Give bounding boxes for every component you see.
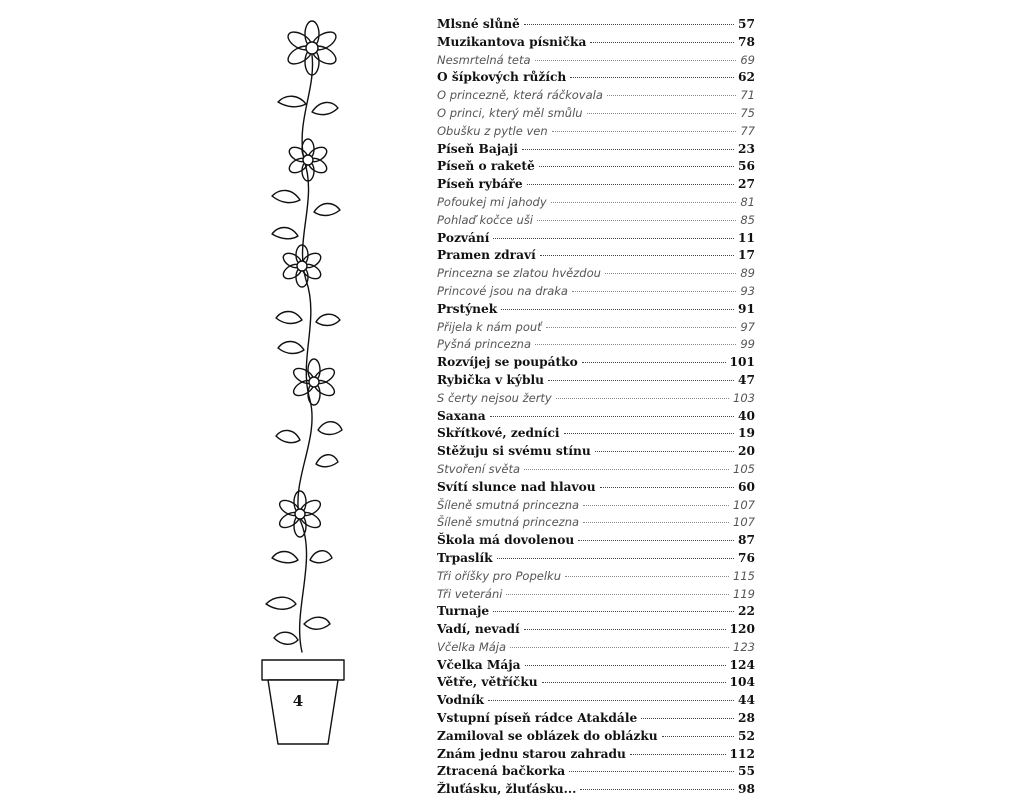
- toc-entry-title: Rybička v kýblu: [437, 372, 545, 387]
- toc-entry-title: Žluťásku, žluťásku...: [437, 782, 577, 797]
- pot-rim: [262, 660, 344, 680]
- toc-entry: [437, 425, 755, 443]
- dot-leader: [524, 24, 734, 25]
- dot-leader: [539, 166, 734, 167]
- toc-entry-page: 78: [738, 34, 755, 49]
- dot-leader: [497, 558, 734, 559]
- toc-entry-title: Tři oříšky pro Popelku: [437, 568, 561, 583]
- leaf-left: [272, 190, 300, 202]
- toc-entry-page: 81: [740, 194, 755, 209]
- dot-leader: [662, 736, 734, 737]
- toc-entry-title: Stvoření světa: [437, 461, 521, 476]
- toc-entry-page: 77: [740, 123, 755, 138]
- toc-entry: [437, 105, 755, 123]
- dot-leader: [551, 202, 737, 203]
- toc-entry: [437, 479, 755, 497]
- toc-entry-page: 52: [738, 728, 755, 743]
- toc-entry-page: 44: [738, 693, 755, 708]
- toc-entry-title: Pyšná princezna: [437, 337, 532, 352]
- toc-entry-title: Šíleně smutná princezna: [437, 515, 580, 530]
- leaf-left: [272, 228, 298, 239]
- toc-entry-title: Pramen zdraví: [437, 248, 536, 263]
- toc-entry-page: 93: [740, 283, 755, 298]
- toc-entry-title: Mlsné slůně: [437, 17, 520, 31]
- leaf-left: [278, 96, 306, 107]
- toc-entry: [437, 443, 755, 461]
- toc-entry: [437, 532, 755, 550]
- toc-entry-title: Píseň o raketě: [437, 159, 535, 174]
- toc-entry-page: 91: [738, 301, 755, 316]
- dot-leader: [590, 42, 734, 43]
- toc-entry: [437, 194, 755, 212]
- toc-entry-title: Šíleně smutná princezna: [437, 497, 580, 512]
- toc-entry: [437, 408, 755, 426]
- toc-entry-title: Muzikantova písnička: [437, 34, 587, 49]
- toc-entry: [437, 763, 755, 781]
- toc-entry: [437, 603, 755, 621]
- dot-leader: [630, 754, 726, 755]
- toc-entry-page: 62: [738, 70, 755, 85]
- dot-leader: [583, 522, 729, 523]
- toc-entry: [437, 728, 755, 746]
- toc-entry-page: 56: [738, 159, 755, 174]
- toc-entry-title: Saxana: [437, 408, 486, 423]
- toc-entry: [437, 301, 755, 319]
- toc-entry-page: 28: [738, 711, 755, 726]
- dot-leader: [525, 665, 726, 666]
- dot-leader: [556, 398, 729, 399]
- toc-entry-page: 22: [738, 604, 755, 619]
- dot-leader: [493, 238, 734, 239]
- toc-entry-page: 89: [740, 266, 755, 281]
- dot-leader: [578, 540, 734, 541]
- leaf-left: [272, 552, 298, 563]
- leaf-right: [314, 204, 340, 216]
- toc-entry-page: 87: [738, 533, 755, 548]
- toc-entry: [437, 497, 755, 515]
- toc-entry: [437, 354, 755, 372]
- toc-entry: [437, 336, 755, 354]
- toc-entry-page: 99: [740, 337, 755, 352]
- dot-leader: [605, 273, 736, 274]
- flower-head: [277, 491, 323, 537]
- toc-entry-title: O princezně, která ráčkovala: [437, 88, 603, 103]
- dot-leader: [501, 309, 734, 310]
- dot-leader: [572, 291, 736, 292]
- toc-entry-title: Nesmrtelná teta: [437, 52, 531, 67]
- toc-entry: [437, 158, 755, 176]
- leaf-left: [266, 597, 296, 609]
- flower-head: [291, 359, 337, 405]
- toc-entry-page: 47: [738, 372, 755, 387]
- toc-entry-title: Pofoukej mi jahody: [437, 194, 547, 209]
- toc-entry: [437, 176, 755, 194]
- toc-entry: [437, 781, 755, 799]
- toc-entry-page: 112: [729, 746, 755, 761]
- dot-leader: [537, 220, 736, 221]
- toc-entry-title: Tři veteráni: [437, 586, 503, 601]
- toc-entry-title: Větře, větříčku: [437, 675, 538, 690]
- toc-entry-title: Píseň rybáře: [437, 177, 523, 192]
- toc-entry: [437, 34, 755, 52]
- dot-leader: [564, 433, 734, 434]
- toc-entry-title: Znám jednu starou zahradu: [437, 746, 626, 761]
- toc-entry-page: 119: [733, 586, 755, 601]
- dot-leader: [580, 789, 734, 790]
- dot-leader: [510, 647, 729, 648]
- dot-leader: [552, 131, 737, 132]
- toc-entry-title: Včelka Mája: [437, 639, 507, 654]
- toc-entry-title: O princi, který měl smůlu: [437, 105, 583, 120]
- toc-entry-page: 23: [738, 141, 755, 156]
- toc-entry-title: Princezna se zlatou hvězdou: [437, 266, 601, 281]
- toc-entry: [437, 586, 755, 604]
- toc-entry: [437, 52, 755, 70]
- leaf-right: [316, 455, 338, 467]
- toc-entry: [437, 123, 755, 141]
- dot-leader: [506, 594, 729, 595]
- toc-entry-title: Stěžuju si svému stínu: [437, 444, 591, 459]
- toc-entry: [437, 461, 755, 479]
- dot-leader: [522, 149, 734, 150]
- dot-leader: [542, 682, 726, 683]
- leaf-left: [276, 430, 300, 442]
- leaf-right: [310, 551, 332, 563]
- toc-entry: [437, 16, 755, 34]
- toc-entry-page: 107: [733, 515, 755, 530]
- toc-entry-page: 71: [740, 88, 755, 103]
- leaf-left: [276, 312, 302, 324]
- toc-entry: [437, 141, 755, 159]
- toc-entry-title: Píseň Bajaji: [437, 141, 519, 156]
- toc-entry-page: 75: [740, 105, 755, 120]
- toc-entry-page: 60: [738, 479, 755, 494]
- toc-entry: [437, 230, 755, 248]
- toc-entry-page: 76: [738, 550, 755, 565]
- toc-entry-title: Přijela k nám pouť: [437, 319, 542, 334]
- toc-entry-page: 98: [738, 782, 755, 797]
- leaf-right: [316, 314, 340, 325]
- toc-entry-page: 55: [738, 764, 755, 779]
- toc-entry-title: Škola má dovolenou: [437, 533, 575, 548]
- dot-leader: [607, 95, 736, 96]
- toc-entry-page: 11: [738, 230, 755, 245]
- toc-entry: [437, 621, 755, 639]
- toc-entry-page: 20: [738, 444, 755, 459]
- dot-leader: [493, 611, 734, 612]
- dot-leader: [583, 505, 729, 506]
- dot-leader: [546, 327, 737, 328]
- toc-entry-page: 17: [738, 248, 755, 263]
- toc-entry-page: 120: [729, 622, 755, 637]
- toc-entry-title: Prstýnek: [437, 301, 498, 316]
- toc-entry-title: Trpaslík: [437, 550, 493, 565]
- toc-entry-page: 124: [729, 657, 755, 672]
- toc-entry-title: Vodník: [437, 693, 484, 708]
- toc-entry-title: O šípkových růžích: [437, 70, 567, 85]
- toc-entry-title: Včelka Mája: [437, 657, 521, 672]
- toc-entry-title: Pohlaď kočce uši: [437, 212, 534, 227]
- toc-entry-page: 85: [740, 212, 755, 227]
- leaf-right: [312, 102, 338, 114]
- toc-entry-title: Vadí, nevadí: [437, 622, 520, 637]
- toc-entry-title: Rozvíjej se poupátko: [437, 355, 578, 370]
- toc-entry: [437, 657, 755, 675]
- flower-in-pot-illustration: [240, 0, 370, 768]
- toc-entry-title: Turnaje: [437, 604, 490, 619]
- toc-entry: [437, 390, 755, 408]
- toc-entry: [437, 710, 755, 728]
- dot-leader: [600, 487, 734, 488]
- toc-entry: [437, 247, 755, 265]
- toc-entry-page: 69: [740, 52, 755, 67]
- dot-leader: [641, 718, 734, 719]
- toc-entry: [437, 639, 755, 657]
- leaf-left: [274, 632, 298, 644]
- toc-entry-page: 107: [733, 497, 755, 512]
- toc-entry: [437, 319, 755, 337]
- page-number: 4: [292, 692, 304, 710]
- dot-leader: [535, 344, 736, 345]
- toc-entry-title: Obušku z pytle ven: [437, 123, 548, 138]
- toc-entry-title: Vstupní píseň rádce Atakdále: [437, 711, 638, 726]
- toc-entry: [437, 69, 755, 87]
- toc-entry: [437, 212, 755, 230]
- dot-leader: [490, 416, 734, 417]
- dot-leader: [548, 380, 734, 381]
- toc-entry-page: 101: [729, 355, 755, 370]
- toc-entry-title: S čerty nejsou žerty: [437, 390, 552, 405]
- toc-entry: [437, 265, 755, 283]
- dot-leader: [569, 771, 734, 772]
- toc-entry-title: Pozvání: [437, 230, 490, 245]
- dot-leader: [565, 576, 729, 577]
- toc-entry-title: Zamiloval se oblázek do oblázku: [437, 728, 658, 743]
- toc-entry: [437, 568, 755, 586]
- toc-entry: [437, 692, 755, 710]
- toc-entry-title: Skřítkové, zedníci: [437, 426, 560, 441]
- toc-entry-page: 40: [738, 408, 755, 423]
- dot-leader: [595, 451, 734, 452]
- dot-leader: [488, 700, 734, 701]
- toc-entry: [437, 674, 755, 692]
- leaf-left: [278, 342, 304, 354]
- toc-entry-page: 19: [738, 426, 755, 441]
- dot-leader: [582, 362, 726, 363]
- toc-entry: [437, 283, 755, 301]
- toc-entry-page: 104: [729, 675, 755, 690]
- toc-entry-page: 115: [733, 568, 755, 583]
- toc-entry: [437, 746, 755, 764]
- dot-leader: [524, 629, 726, 630]
- dot-leader: [527, 184, 734, 185]
- dot-leader: [587, 113, 737, 114]
- toc-entry-page: 103: [733, 390, 755, 405]
- toc-entry-page: 27: [738, 177, 755, 192]
- toc-entry-page: 57: [738, 17, 755, 31]
- toc-entry: [437, 514, 755, 532]
- toc-entry: [437, 372, 755, 390]
- toc-entry: [437, 87, 755, 105]
- toc-entry-title: Svítí slunce nad hlavou: [437, 479, 596, 494]
- table-of-contents: [437, 16, 755, 799]
- dot-leader: [524, 469, 729, 470]
- toc-entry: [437, 550, 755, 568]
- stem: [298, 55, 313, 652]
- toc-entry-page: 123: [733, 639, 755, 654]
- toc-entry-title: Princové jsou na draka: [437, 283, 568, 298]
- toc-entry-page: 105: [733, 461, 755, 476]
- leaf-right: [304, 617, 330, 629]
- toc-entry-page: 97: [740, 319, 755, 334]
- dot-leader: [535, 60, 737, 61]
- toc-entry-title: Ztracená bačkorka: [437, 764, 566, 779]
- dot-leader: [570, 77, 734, 78]
- leaf-right: [318, 422, 342, 435]
- dot-leader: [540, 255, 734, 256]
